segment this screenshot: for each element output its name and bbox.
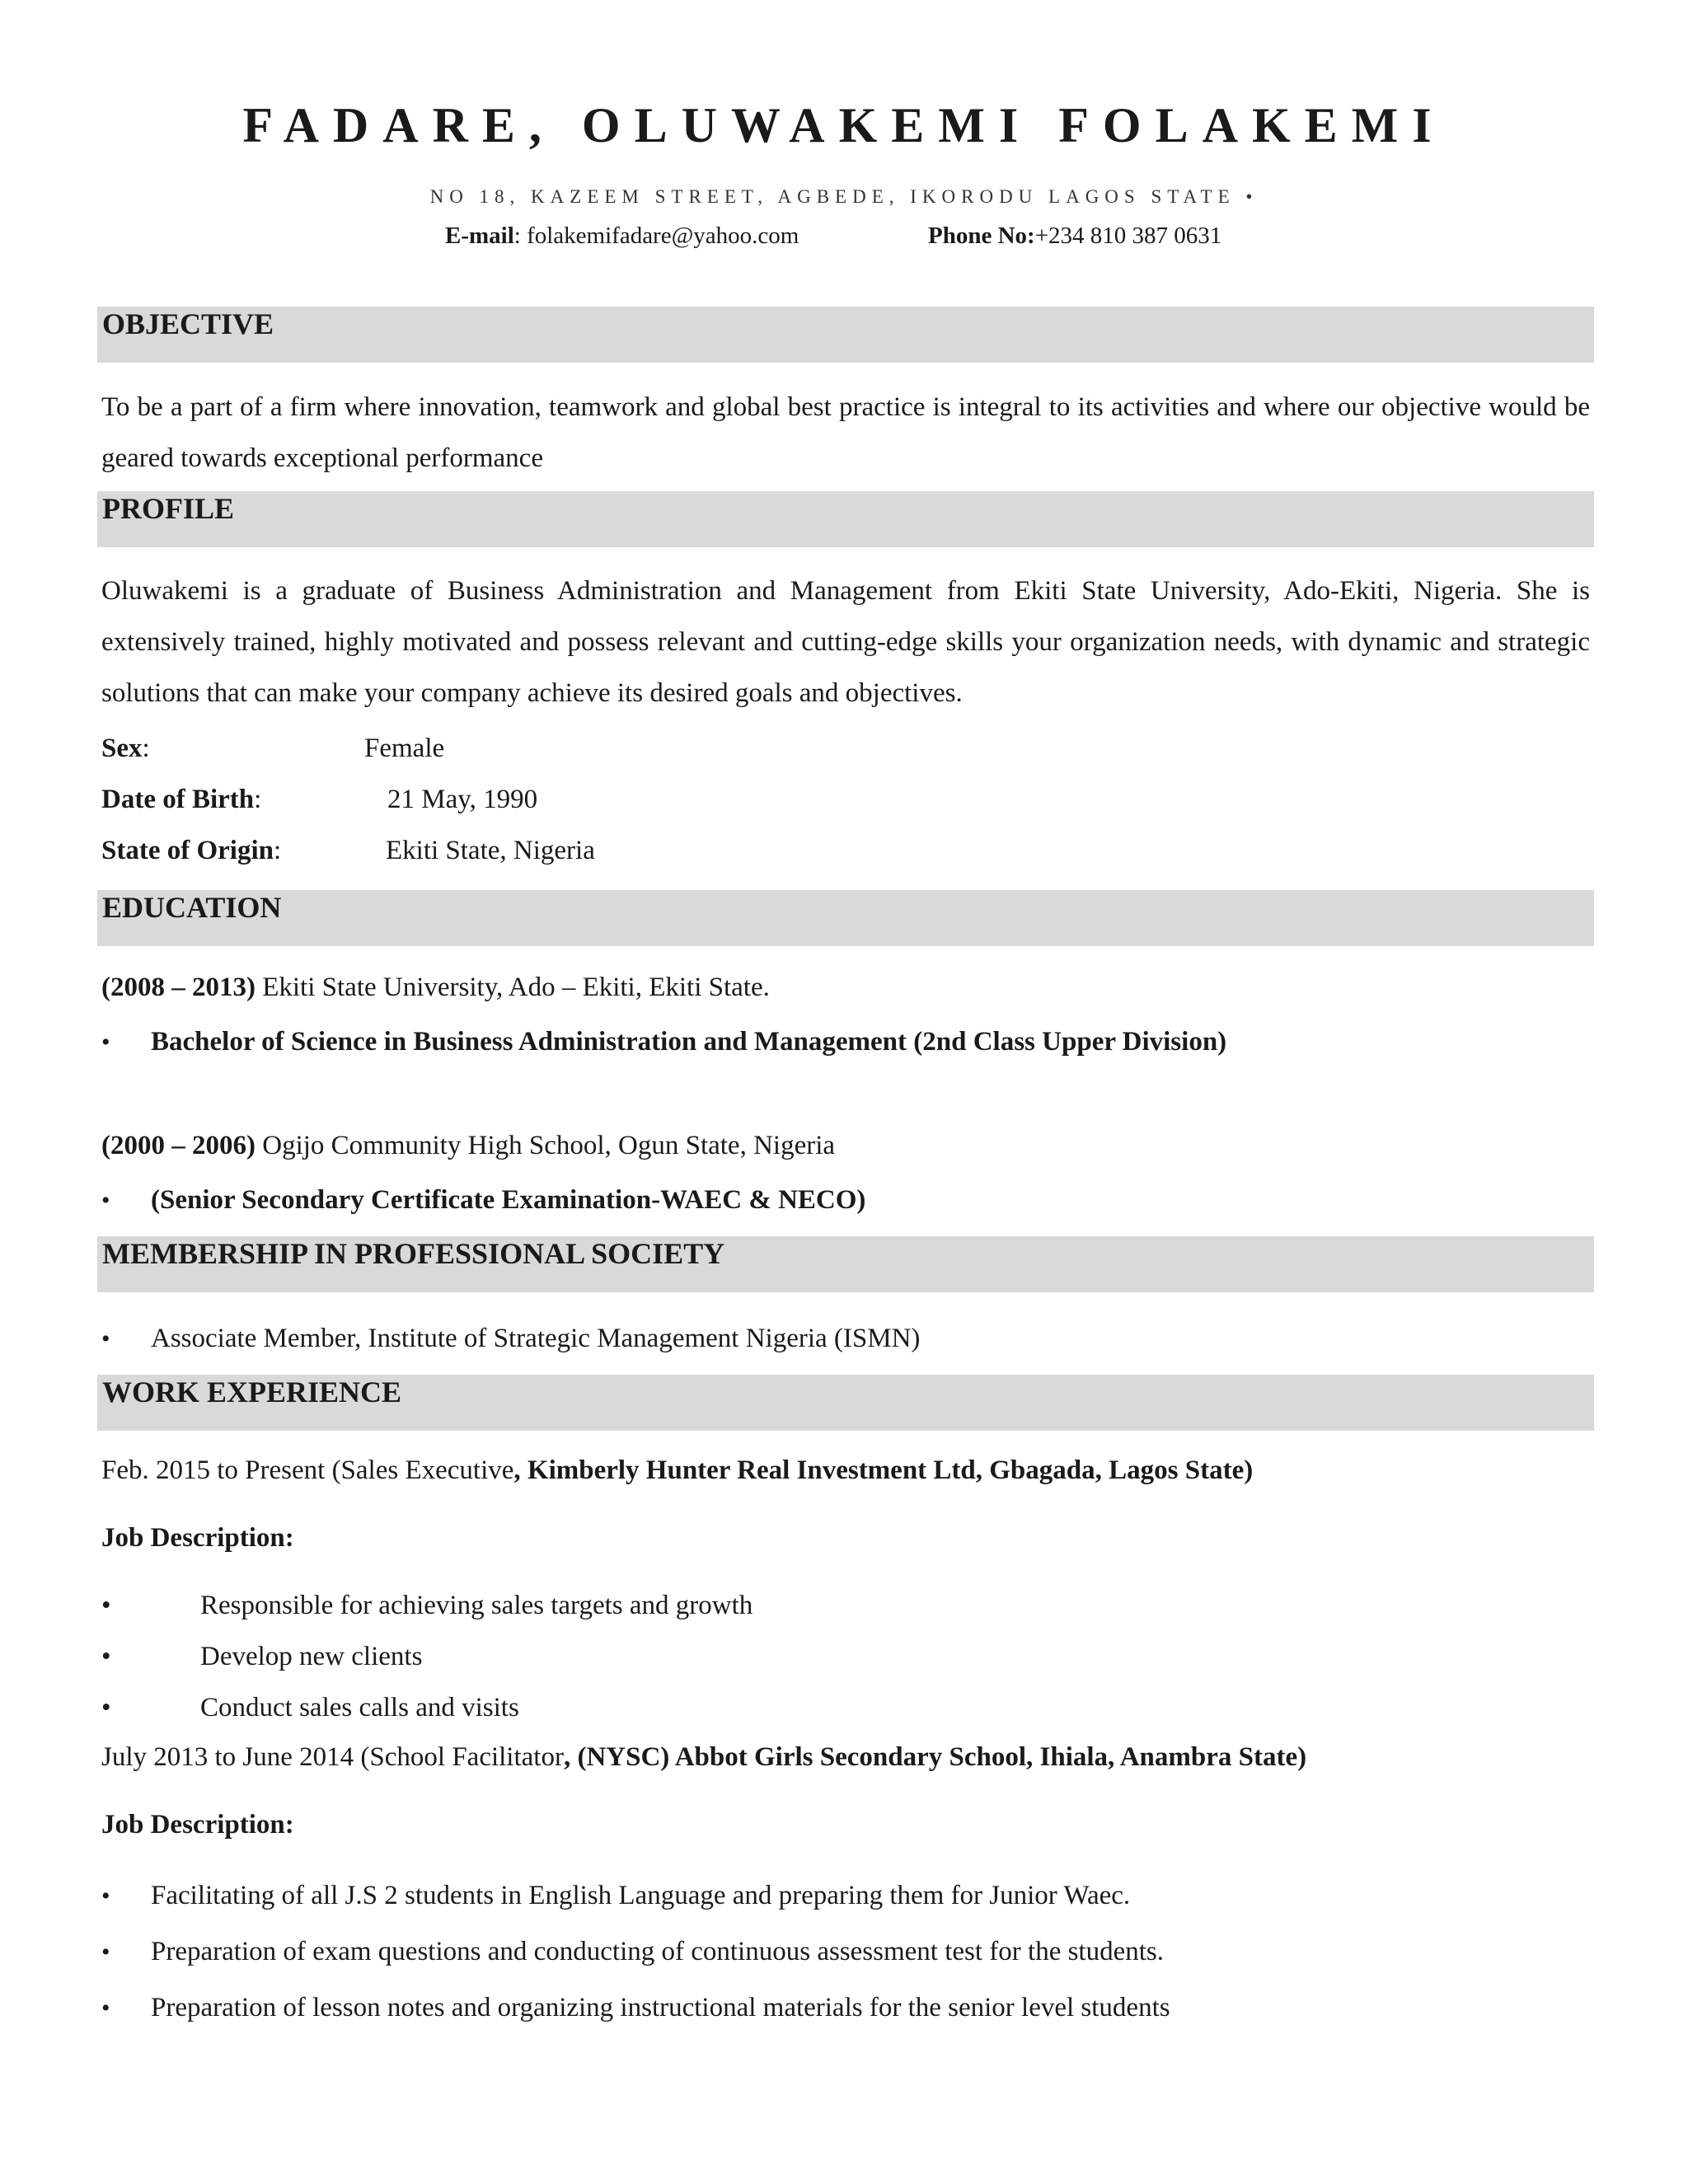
dob-label-row: Date of Birth: — [101, 785, 262, 814]
job-employer: , Kimberly Hunter Real Investment Ltd, Gbagada, Lagos State) — [513, 1455, 1254, 1485]
address-line: NO 18, KAZEEM STREET, AGBEDE, IKORODU LAGOS STATE • — [429, 186, 1259, 207]
origin-value: Ekiti State, Nigeria — [386, 836, 595, 865]
bullet-dot: • — [101, 1693, 111, 1722]
education-school: Ekiti State University, Ado – Ekiti, Ekiti State. — [255, 972, 770, 1002]
bullet-dot: • — [101, 1591, 111, 1620]
work-heading: WORK EXPERIENCE — [102, 1376, 402, 1408]
email-label: E-mail — [445, 223, 514, 249]
sex-value: Female — [364, 733, 445, 763]
objective-text: To be a part of a firm where innovation, teamwork and global best practice is integral to its activities and where our objective would be geared towards exceptional performance — [101, 392, 1590, 473]
phone-line — [928, 223, 1221, 250]
job-2-description-label: Job Description: — [101, 1810, 294, 1840]
job-duty: Conduct sales calls and visits — [200, 1693, 519, 1722]
job-period: July 2013 to June 2014 (School Facilitator — [101, 1742, 564, 1772]
job-duty: Preparation of lesson notes and organizing instructional materials for the senior level students — [151, 1993, 1170, 2022]
bullet-dot: • — [101, 1994, 110, 2022]
job-duty: Develop new clients — [200, 1642, 423, 1671]
education-qualification: Bachelor of Science in Business Administration and Management (2nd Class Upper Division) — [151, 1027, 1227, 1057]
candidate-name: FADARE, OLUWAKEMI FOLAKEMI — [242, 98, 1446, 152]
bullet-dot: • — [101, 1325, 110, 1352]
job-employer: , (NYSC) Abbot Girls Secondary School, Ihiala, Anambra State) — [563, 1742, 1307, 1772]
objective-heading-bar — [97, 307, 1594, 363]
email-line — [445, 223, 799, 250]
bullet-dot: • — [101, 1882, 110, 1910]
email-value[interactable]: : folakemifadare@yahoo.com — [513, 223, 799, 249]
bullet-dot: • — [101, 1938, 110, 1966]
origin-label-row: State of Origin: — [101, 836, 282, 865]
job-1-title — [101, 1455, 1253, 1486]
phone-label: Phone No: — [928, 223, 1035, 249]
dob-label: Date of Birth — [101, 785, 255, 814]
profile-heading-bar — [97, 491, 1594, 547]
education-years: (2008 – 2013) — [101, 972, 256, 1002]
objective-heading: OBJECTIVE — [102, 307, 274, 340]
bullet-dot: • — [101, 1642, 111, 1671]
profile-text: Oluwakemi is a graduate of Business Administration and Management from Ekiti State University, Ado-Ekiti, Nigeria. She is extensively trained, highly motivated and possess relevant and cutting-edge skills your organization needs, with dynamic and strategic solutions that can make your company achieve its desired goals and objectives. — [101, 576, 1590, 708]
job-duty: Responsible for achieving sales targets and growth — [200, 1591, 753, 1620]
bullet-dot: • — [101, 1187, 110, 1214]
education-heading: EDUCATION — [102, 891, 282, 924]
membership-heading: MEMBERSHIP IN PROFESSIONAL SOCIETY — [102, 1237, 725, 1270]
profile-heading: PROFILE — [102, 492, 235, 525]
education-entry-2 — [101, 1131, 835, 1161]
membership-item: Associate Member, Institute of Strategic Management Nigeria (ISMN) — [151, 1324, 921, 1353]
bullet-dot: • — [101, 1029, 110, 1056]
education-heading-bar — [97, 890, 1594, 946]
education-years: (2000 – 2006) — [101, 1131, 256, 1160]
phone-value: +234 810 387 0631 — [1034, 223, 1222, 249]
membership-heading-bar — [97, 1236, 1594, 1292]
job-1-description-label: Job Description: — [101, 1523, 294, 1553]
education-entry-1 — [101, 972, 770, 1003]
education-qualification: (Senior Secondary Certificate Examination-WAEC & NECO) — [151, 1185, 866, 1215]
origin-label: State of Origin — [101, 836, 274, 865]
job-duty: Preparation of exam questions and conducting of continuous assessment test for the students. — [151, 1937, 1165, 1966]
job-period: Feb. 2015 to Present (Sales Executive — [101, 1455, 514, 1485]
job-2-title — [101, 1742, 1306, 1773]
education-school: Ogijo Community High School, Ogun State, Nigeria — [255, 1131, 836, 1160]
job-duty: Facilitating of all J.S 2 students in English Language and preparing them for Junior Waec. — [151, 1881, 1131, 1910]
sex-label-row: Sex: — [101, 733, 150, 763]
dob-value: 21 May, 1990 — [387, 785, 538, 814]
work-heading-bar — [97, 1375, 1594, 1431]
sex-label: Sex — [101, 733, 143, 763]
